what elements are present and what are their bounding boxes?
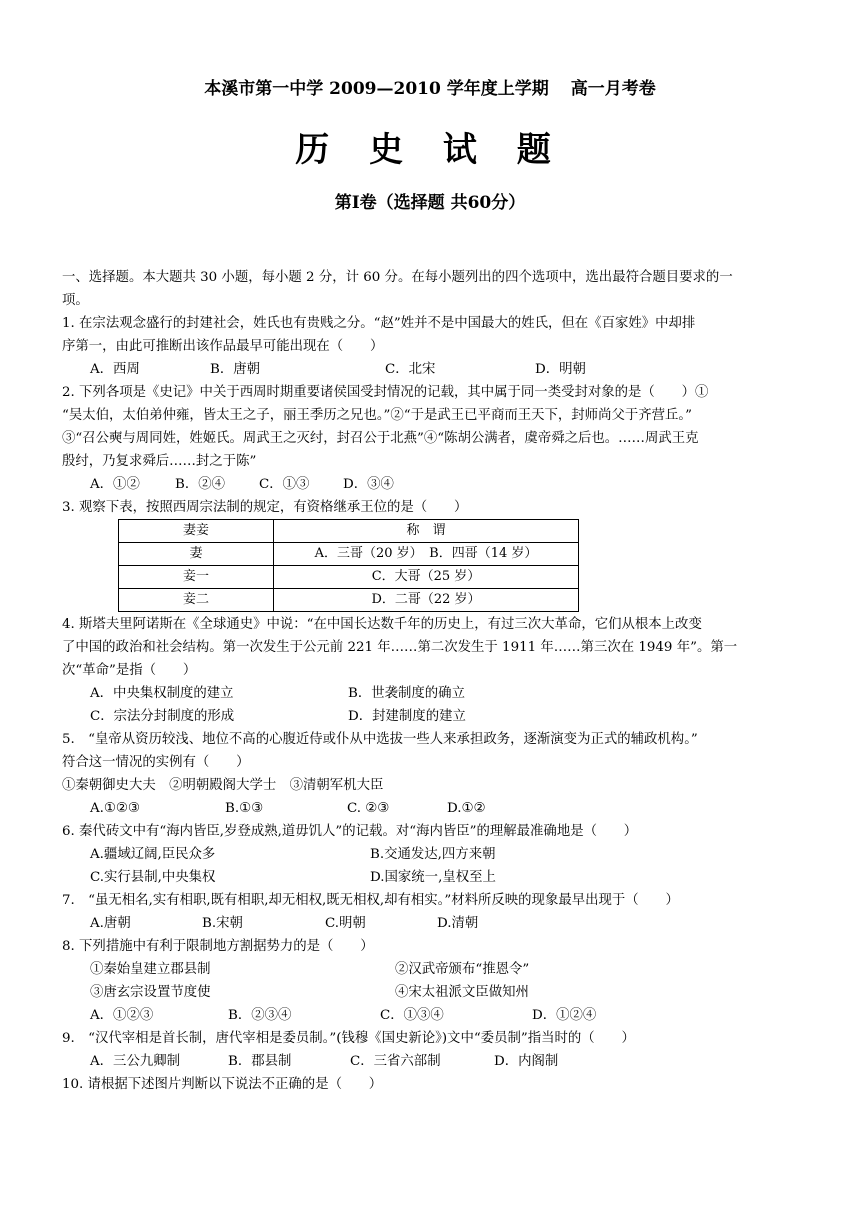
item-4: ④宋太祖派文臣做知州: [395, 985, 529, 1000]
question-2-stem-cont: ③“召公奭与周同姓，姓姬氏。周武王之灭纣，封召公于北燕”④“陈胡公满者，虞帝舜之后也。……周武王克: [62, 431, 699, 446]
option-c: C．宗法分封制度的形成: [90, 709, 235, 724]
question-6-stem: 6. 秦代砖文中有“海内皆臣,岁登成熟,道毋饥人”的记载。对“海内皆臣”的理解最准确地是（ ）: [62, 824, 638, 839]
question-10-stem: 10. 请根据下述图片判断以下说法不正确的是（ ）: [62, 1077, 383, 1092]
option-a: A.①②③: [90, 801, 140, 816]
section-intro: 一、选择题。本大题共 30 小题，每小题 2 分，计 60 分。在每小题列出的四个选项中，选出最符合题目要求的一: [62, 270, 733, 285]
table-cell: 妻: [119, 543, 274, 566]
option-c: C.明朝: [325, 916, 366, 931]
table-row: [119, 566, 579, 589]
item-2: ②汉武帝颁布“推恩令”: [395, 962, 530, 977]
question-2-stem-cont: “吴太伯，太伯弟仲雍，皆太王之子，丽王季历之兄也。”②“于是武王已平商而王天下，封师尚父于齐营丘。”: [62, 408, 692, 423]
option-d: D．明朝: [535, 362, 586, 377]
question-5-stem: 5. “皇帝从资历较浅、地位不高的心腹近侍或仆从中选拔一些人来承担政务，逐渐演变为正式的辅政机构。”: [62, 732, 698, 747]
option-a: A．三公九卿制: [90, 1054, 181, 1069]
question-4-stem-cont: 了中国的政治和社会结构。第一次发生于公元前 221 年……第二次发生于 1911 年……第三次在 1949 年”。第一: [62, 640, 738, 655]
option-d: D．①②④: [532, 1008, 597, 1023]
table-cell: 妾二: [119, 589, 274, 612]
question-2-stem: 2. 下列各项是《史记》中关于西周时期重要诸侯国受封情况的记载，其中属于同一类受封对象的是（ ）①: [62, 385, 709, 400]
question-5-stem-cont: 符合这一情况的实例有（ ）: [62, 755, 250, 770]
option-d: D.清朝: [437, 916, 479, 931]
question-body: [62, 266, 800, 1096]
table-header: 称 谓: [274, 520, 579, 543]
option-b: B．世袭制度的确立: [348, 686, 465, 701]
question-2-options: [62, 473, 800, 496]
exam-name: 高一月考卷: [570, 79, 656, 99]
option-d: D．内阁制: [494, 1054, 559, 1069]
question-9-stem: 9. “汉代宰相是首长制，唐代宰相是委员制。”(钱穆《国史新论》)文中“委员制”指当时的（ ）: [62, 1031, 635, 1046]
option-b: B.交通发达,四方来朝: [370, 847, 496, 862]
page-title: 历 史 试 题: [295, 130, 565, 170]
school-name: 本溪市第一中学 2009—2010 学年度上学期: [204, 79, 549, 99]
table-header-row: [119, 520, 579, 543]
option-c: C．北宋: [385, 362, 436, 377]
option-a: A．①②③: [90, 1008, 154, 1023]
option-a: A．中央集权制度的建立: [90, 686, 234, 701]
question-9-options: [62, 1050, 800, 1073]
option-c: C．三省六部制: [350, 1054, 441, 1069]
school-header: [0, 74, 860, 99]
option-d: D．③④: [343, 477, 394, 492]
option-b: B．郡县制: [228, 1054, 292, 1069]
section-intro-cont: 项。: [62, 293, 89, 308]
option-a: A．①②: [90, 477, 140, 492]
question-1-options: [62, 358, 800, 381]
item-1: ①秦始皇建立郡县制: [90, 962, 211, 977]
question-8-items: [62, 958, 800, 981]
option-a: A.唐朝: [90, 916, 131, 931]
table-cell: A．三哥（20 岁） B．四哥（14 岁）: [274, 543, 579, 566]
question-8-options: [62, 1004, 800, 1027]
option-d: D.①②: [447, 801, 486, 816]
question-4-options: [62, 682, 800, 705]
table-header: 妻妾: [119, 520, 274, 543]
question-6-options: [62, 866, 800, 889]
question-5-items: ①秦朝御史大夫 ②明朝殿阁大学士 ③清朝军机大臣: [62, 778, 384, 793]
item-3: ③唐玄宗设置节度使: [90, 985, 211, 1000]
question-5-options: [62, 797, 800, 820]
question-6-options: [62, 843, 800, 866]
option-d: D．封建制度的建立: [348, 709, 466, 724]
option-a: A.疆域辽阔,臣民众多: [90, 847, 216, 862]
option-b: B.宋朝: [202, 916, 243, 931]
table-cell: 妾一: [119, 566, 274, 589]
option-c: C. ②③: [347, 801, 390, 816]
table-cell: D．二哥（22 岁）: [274, 589, 579, 612]
option-b: B．②③④: [228, 1008, 292, 1023]
question-4-options: [62, 705, 800, 728]
question-8-stem: 8. 下列措施中有利于限制地方割据势力的是（ ）: [62, 939, 374, 954]
table-row: [119, 589, 579, 612]
table-cell: C．大哥（25 岁）: [274, 566, 579, 589]
volume-title: 第Ⅰ卷（选择题 共60分）: [334, 193, 526, 213]
table-row: [119, 543, 579, 566]
option-b: B.①③: [225, 801, 264, 816]
option-b: B．唐朝: [210, 362, 261, 377]
option-c: C．①③: [259, 477, 310, 492]
option-c: C．①③④: [380, 1008, 444, 1023]
question-7-stem: 7. “虽无相名,实有相职,既有相职,却无相权,既无相权,却有相实。”材料所反映的现象最早出现于（ ）: [62, 893, 679, 908]
question-4-stem-cont: 次“革命”是指（ ）: [62, 663, 197, 678]
question-3-stem: 3. 观察下表，按照西周宗法制的规定，有资格继承王位的是（ ）: [62, 500, 468, 515]
question-1-stem-cont: 序第一，由此可推断出该作品最早可能出现在（ ）: [62, 339, 384, 354]
succession-table: [118, 519, 579, 612]
option-a: A．西周: [90, 362, 140, 377]
option-d: D.国家统一,皇权至上: [370, 870, 496, 885]
question-4-stem: 4. 斯塔夫里阿诺斯在《全球通史》中说：“在中国长达数千年的历史上，有过三次大革命，它们从根本上改变: [62, 617, 702, 632]
question-7-options: [62, 912, 800, 935]
question-1-stem: 1. 在宗法观念盛行的封建社会，姓氏也有贵贱之分。“赵”姓并不是中国最大的姓氏，但在《百家姓》中却排: [62, 316, 696, 331]
question-8-items: [62, 981, 800, 1004]
question-2-stem-cont: 殷纣，乃复求舜后……封之于陈”: [62, 454, 257, 469]
option-b: B．②④: [175, 477, 226, 492]
option-c: C.实行县制,中央集权: [90, 870, 216, 885]
